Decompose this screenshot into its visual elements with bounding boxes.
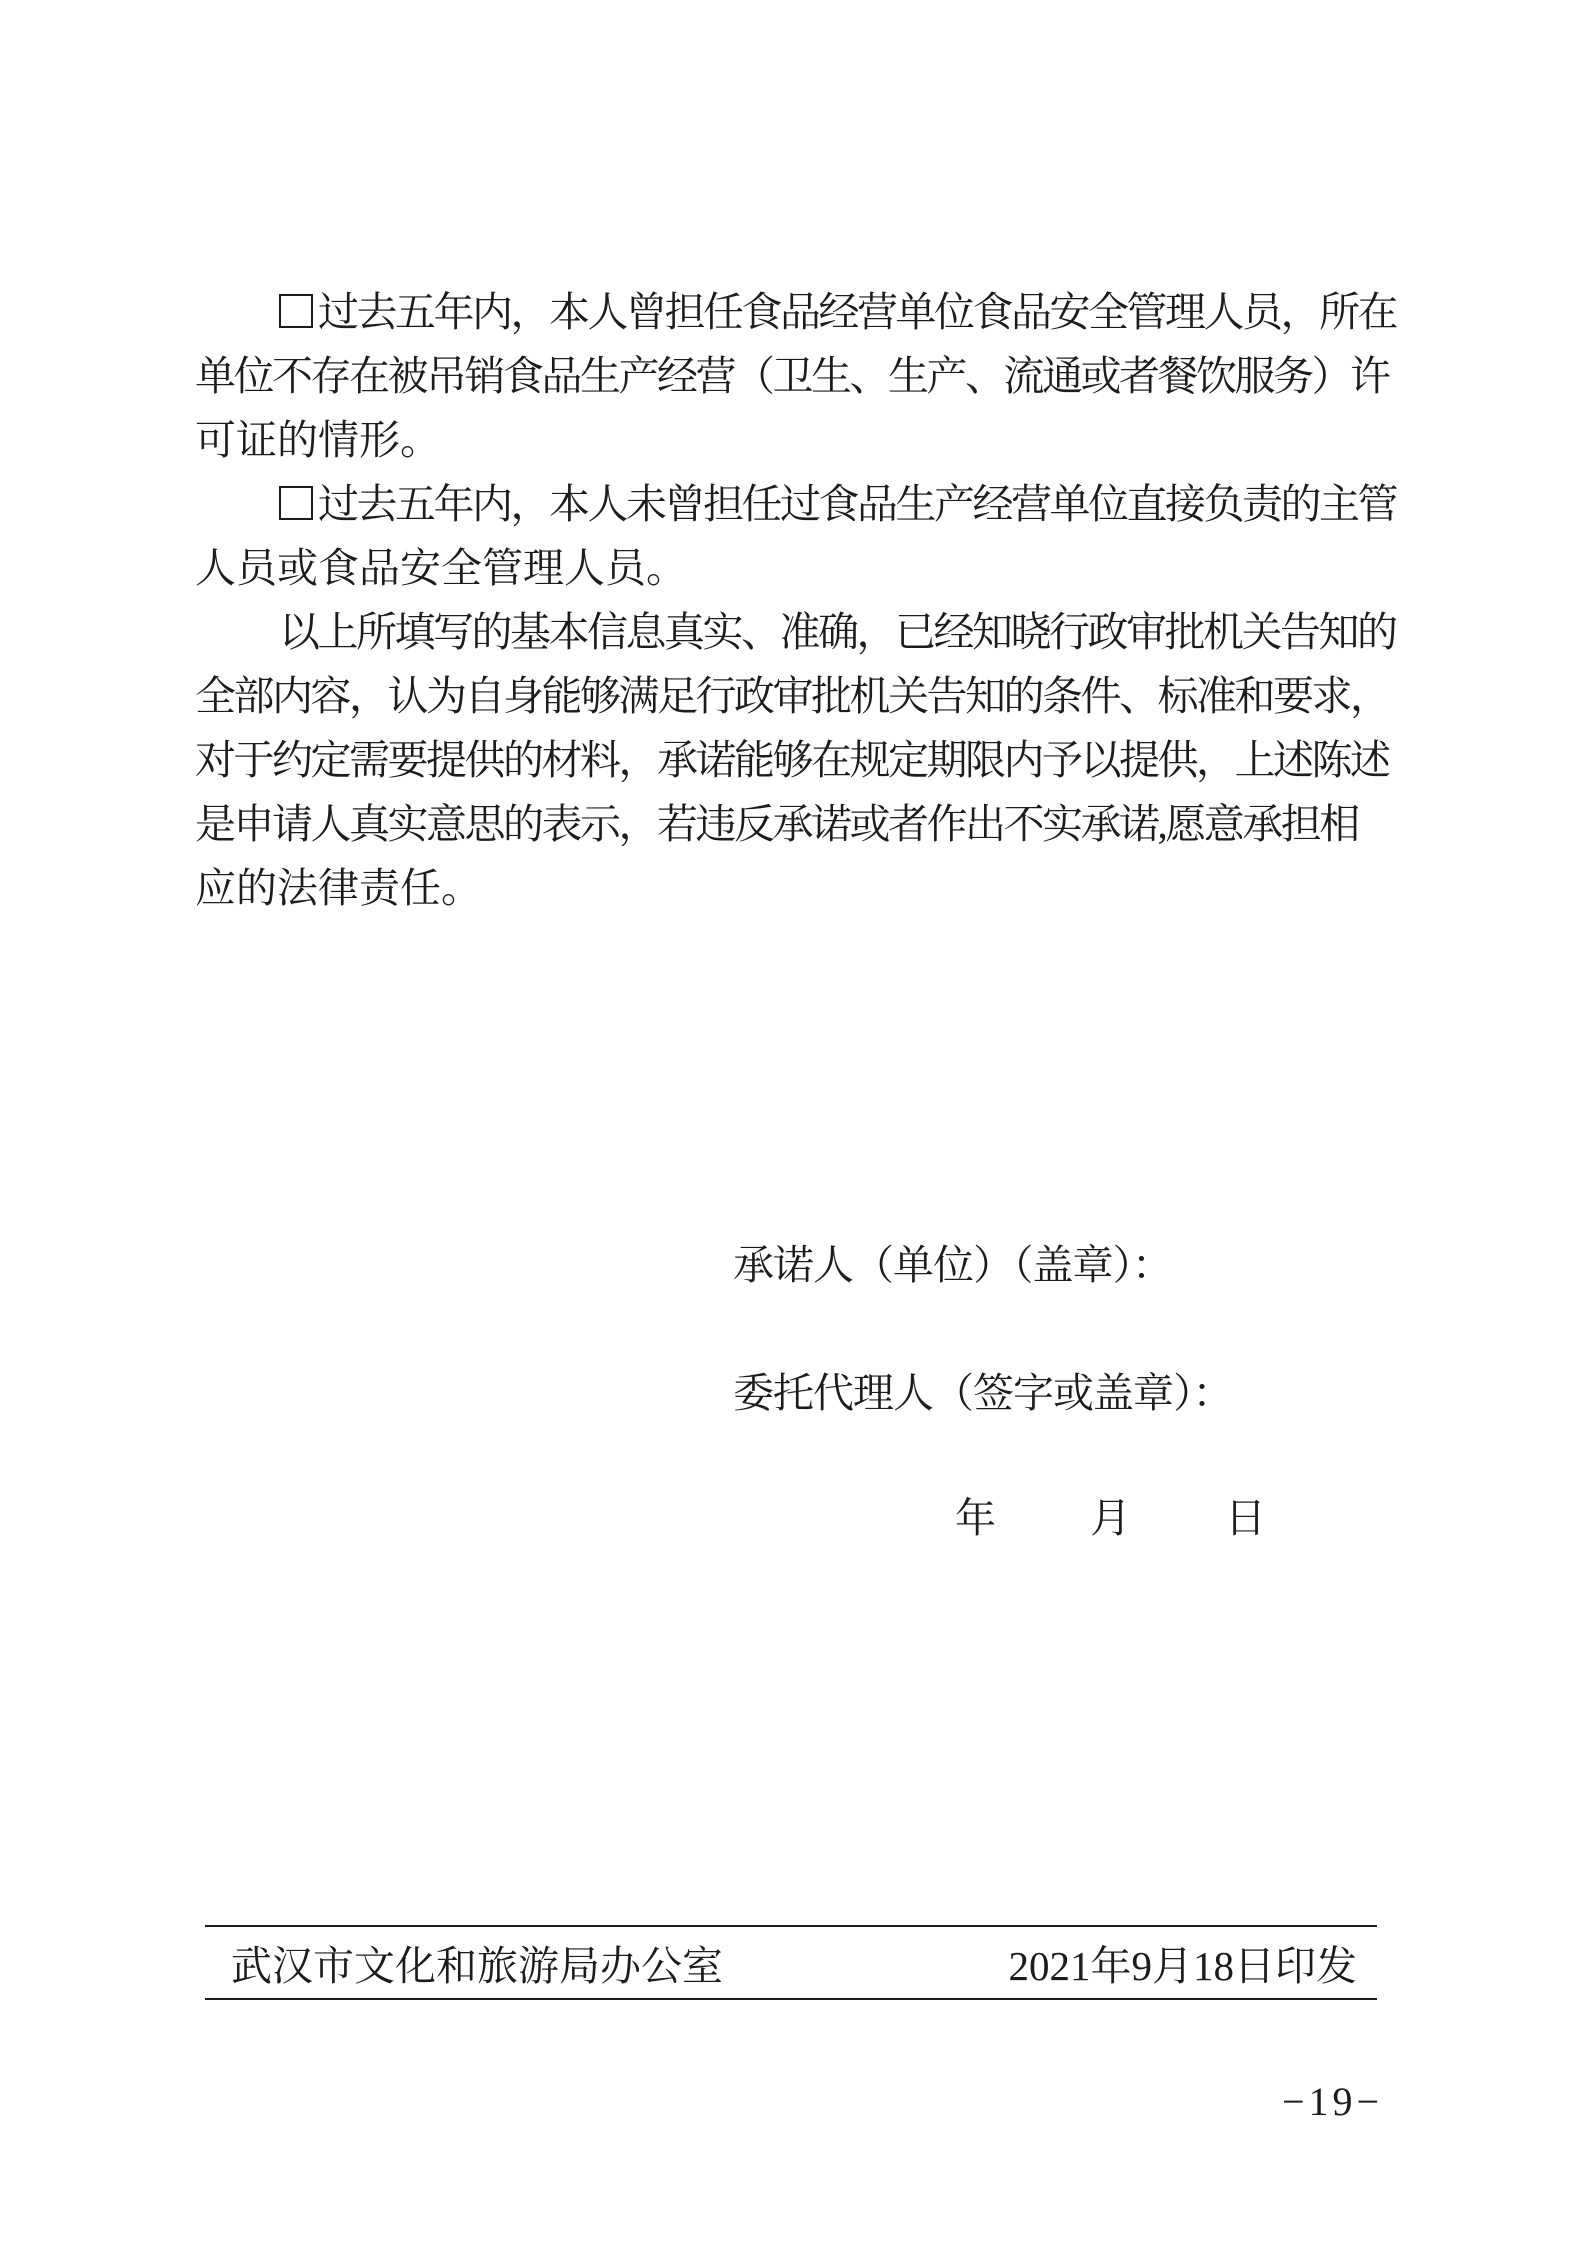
paragraph-line-text: 可证的情形。: [195, 417, 441, 463]
promisor-signature-label: 承诺人（单位）（盖章）：: [733, 1242, 1172, 1288]
paragraph-line: [195, 728, 1395, 792]
footer-issuer: 武汉市文化和旅游局办公室: [231, 1943, 723, 1989]
checkbox-icon: [279, 486, 313, 520]
paragraph-line: [195, 280, 1395, 344]
paragraph-line: [195, 344, 1395, 408]
footer-row: [205, 1927, 1377, 1998]
paragraph-line: [195, 792, 1395, 856]
paragraph-line: [195, 536, 1395, 600]
paragraph-line-text: 对于约定需要提供的材料，承诺能够在规定期限内予以提供，上述陈述: [195, 737, 1389, 783]
date-day-label: 日: [1225, 1495, 1266, 1541]
paragraph-line: [195, 408, 1395, 472]
paragraph-line-text: 人员或食品安全管理人员。: [195, 545, 687, 591]
paragraph-line-text: 全部内容，认为自身能够满足行政审批机关告知的条件、标准和要求，: [195, 673, 1389, 719]
footer-rule-bottom: [205, 1998, 1377, 2000]
paragraph-line-text: 单位不存在被吊销食品生产经营（卫生、生产、流通或者餐饮服务）许: [195, 353, 1389, 399]
date-year-label: 年: [955, 1495, 996, 1541]
paragraph-line: [195, 664, 1395, 728]
page-number: −19−: [1282, 2079, 1384, 2124]
paragraph-line: [195, 472, 1395, 536]
body-text: [195, 280, 1395, 920]
agent-signature-label: 委托代理人（签字或盖章）：: [733, 1370, 1233, 1416]
paragraph-line-text: 过去五年内，本人曾担任食品经营单位食品安全管理人员，所在: [318, 289, 1396, 335]
paragraph-line-text: 应的法律责任。: [195, 865, 482, 911]
footer-print-date: 2021年9月18日印发: [1008, 1943, 1357, 1989]
paragraph-line-text: 以上所填写的基本信息真实、准确，已经知晓行政审批机关告知的: [279, 609, 1396, 655]
checkbox-icon: [279, 294, 313, 328]
paragraph-line: [195, 856, 1395, 920]
paragraph-line: [195, 600, 1395, 664]
paragraph-line-text: 是申请人真实意思的表示，若违反承诺或者作出不实承诺,愿意承担相: [195, 801, 1358, 847]
date-month-label: 月: [1090, 1495, 1131, 1541]
paragraph-line-text: 过去五年内，本人未曾担任过食品生产经营单位直接负责的主管: [318, 481, 1396, 527]
